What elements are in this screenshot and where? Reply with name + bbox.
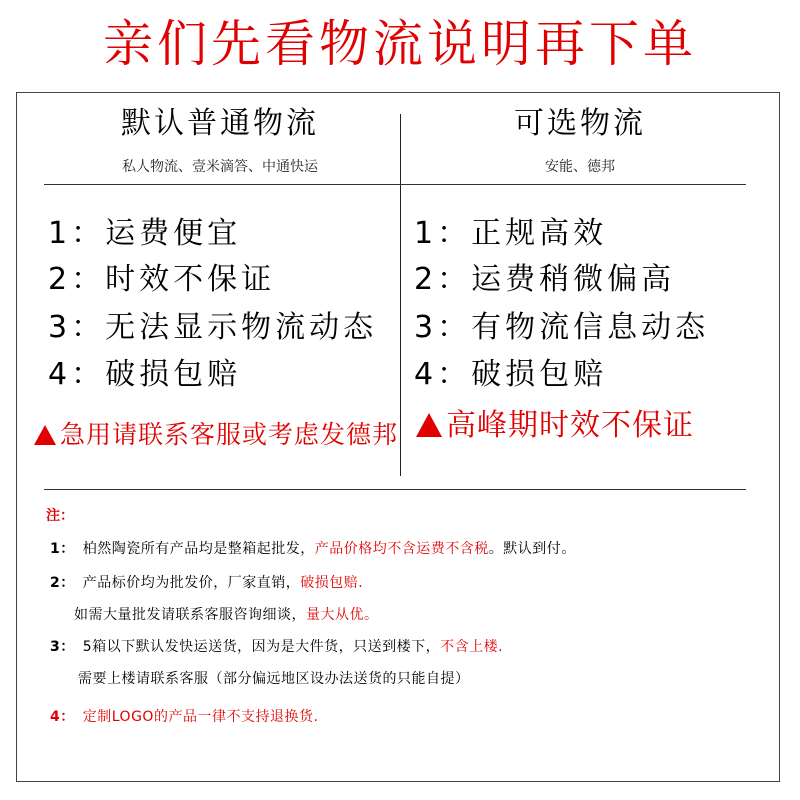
item-text: 运费便宜 xyxy=(105,216,242,251)
optional-logistics-heading: 可选物流 xyxy=(514,106,646,141)
note-3 xyxy=(50,636,503,658)
note-tail: . xyxy=(313,709,319,725)
item-text: 正规高效 xyxy=(471,216,608,251)
note-number: 2： xyxy=(50,575,75,591)
note-number: 3： xyxy=(50,639,75,655)
note-highlight: 破损包赔 xyxy=(300,575,359,591)
right-warning-text: 高峰期时效不保证 xyxy=(446,408,694,443)
note-text: 如需大量批发请联系客服咨询细谈， xyxy=(74,607,306,623)
item-text: 有物流信息动态 xyxy=(471,310,710,345)
item-text: 无法显示物流动态 xyxy=(105,310,378,345)
right-item-3 xyxy=(414,308,709,348)
note-1 xyxy=(50,538,576,560)
note-2 xyxy=(50,572,363,594)
note-tail: . xyxy=(358,575,364,591)
default-logistics-heading: 默认普通物流 xyxy=(121,106,319,141)
right-item-1 xyxy=(414,214,607,254)
left-item-1 xyxy=(48,214,241,254)
optional-logistics-carriers: 安能、德邦 xyxy=(545,159,615,175)
note-text: 产品标价均为批发价，厂家直销， xyxy=(82,575,301,591)
item-number: 1： xyxy=(48,216,106,251)
item-number: 1： xyxy=(414,216,472,251)
notes-divider xyxy=(44,489,746,490)
note-number: 4： xyxy=(50,709,75,725)
item-number: 4： xyxy=(48,357,106,392)
note-3-continued xyxy=(78,668,470,690)
note-highlight: 产品价格均不含运费不含税 xyxy=(314,541,489,557)
note-text: 5箱以下默认发快运送货，因为是大件货，只送到楼下， xyxy=(82,639,441,655)
note-tail: . xyxy=(498,639,504,655)
note-text: 需要上楼请联系客服（部分偏远地区设办法送货的只能自提） xyxy=(78,671,470,687)
left-item-3 xyxy=(48,308,377,348)
note-highlight: 不含上楼 xyxy=(440,639,499,655)
item-text: 运费稍微偏高 xyxy=(471,262,676,297)
item-text: 时效不保证 xyxy=(105,262,276,297)
item-text: 破损包赔 xyxy=(105,357,242,392)
page-title: 亲们先看物流说明再下单 xyxy=(103,15,697,73)
item-number: 3： xyxy=(48,310,106,345)
right-warning xyxy=(416,406,694,446)
left-warning xyxy=(34,418,398,452)
note-number: 1： xyxy=(50,541,75,557)
left-item-2 xyxy=(48,260,275,300)
right-item-4 xyxy=(414,355,607,395)
note-2-continued xyxy=(74,604,379,626)
note-text: 柏然陶瓷所有产品均是整箱起批发， xyxy=(82,541,315,557)
left-warning-text: 急用请联系客服或考虑发德邦 xyxy=(60,420,399,449)
warning-triangle-icon xyxy=(416,413,442,437)
note-tail: 。 xyxy=(364,607,379,623)
note-4 xyxy=(50,706,318,728)
note-text: 定制LOGO的产品一律不支持退换货 xyxy=(82,709,314,725)
default-logistics-carriers: 私人物流、壹米滴答、中通快运 xyxy=(122,159,318,175)
warning-triangle-icon xyxy=(34,425,56,445)
note-highlight: 量大从优 xyxy=(306,607,364,623)
right-item-2 xyxy=(414,260,675,300)
header-divider xyxy=(44,184,746,185)
item-number: 2： xyxy=(48,262,106,297)
item-number: 3： xyxy=(414,310,472,345)
notes-title: 注： xyxy=(46,508,74,524)
item-text: 破损包赔 xyxy=(471,357,608,392)
note-tail: 。默认到付。 xyxy=(488,541,576,557)
item-number: 2： xyxy=(414,262,472,297)
item-number: 4： xyxy=(414,357,472,392)
left-item-4 xyxy=(48,355,241,395)
